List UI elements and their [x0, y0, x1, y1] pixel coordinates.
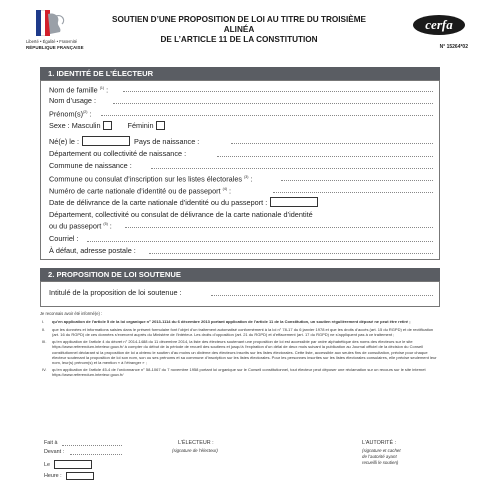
devant-label: Devant : — [44, 449, 65, 455]
commune-listes-label: Commune ou consulat d’inscription sur les listes électorales $^{(3)}$ : — [49, 174, 253, 184]
logo-motto: Liberté • Égalité • Fraternité — [26, 39, 78, 44]
dept-delivrance-label-1: Département, collectivité ou consulat de délivrance de la carte nationale d’identité — [49, 210, 313, 219]
republique-francaise-logo — [26, 10, 88, 60]
numero-carte-label: Numéro de carte nationale d’identité ou de passeport $^{(4)}$ : — [49, 186, 232, 196]
autorite-sub-2: de l’autorité ayant — [362, 454, 397, 459]
notice-item: III. qu’en application de l’article 4 du décret n° 2014-1488 du 11 décembre 2014, la liste des électeurs soutenant une proposition de loi est accessible par ordre alphabétique des noms des électeurs sur le site https://www.referendum.interieur.gouv.fr/ à compter du début de la période de recueil des soutiens et jusqu’à l’expiration d’un délai de deux mois suivant la publication au Journal officiel de la décision du Conseil constitutionnel déclarant si la proposition de loi a obtenu le soutien d’au moins un dixième des électeurs inscrits sur les listes électorales. Cette liste, accessible aux seules fins de consultation, précise pour chaque électeur soutenant la proposition de loi son nom, son ou ses prénoms et sa commune d’inscription sur les listes électorales. Pour les personnes inscrites sur les listes électorales consulaires, elle précise seulement leur nom, leur(s) prénom(s) et la mention « à l’étranger » ; — [42, 339, 437, 365]
electeur-sub: (signature de l’électeur) — [172, 448, 218, 453]
logo-republic: RÉPUBLIQUE FRANÇAISE — [26, 45, 84, 50]
nom-usage-label: Nom d’usage : — [49, 96, 97, 105]
commune-naissance-label: Commune de naissance : — [49, 161, 132, 170]
date-delivrance-field[interactable] — [270, 197, 318, 207]
marianne-icon — [36, 10, 82, 36]
notice-item: II. que les données et informations saisies dans le présent formulaire font l’objet d’un traitement automatisé conformément à la loi n° 78-17 du 6 janvier 1978 et que les droits d’accès (art. 15 du RGPD) et de rectification (art. 16 du RGPD) de ces données s’exercent auprès du Ministère de l’intérieur. Les droits d’opposition (art. 21 du RGPD) et d’effacement (art. 17 du RGPD) ne s’appliquent pas à ce traitement ; — [42, 326, 434, 337]
nom-famille-field[interactable] — [123, 91, 433, 92]
date-signature-field[interactable] — [54, 460, 92, 469]
form-header — [0, 0, 480, 68]
fait-a-field[interactable] — [62, 445, 122, 446]
heure-label: Heure : — [44, 473, 62, 479]
notice-item-text: qu’en application de l’article 5 de la loi organique n° 2013-1114 du 6 décembre 2013 portant application de l’article 11 de la Constitution, un soutien régulièrement déposé ne peut être retiré ; — [52, 319, 411, 325]
form-title — [110, 15, 368, 45]
autorite-label: L’AUTORITÉ : — [362, 440, 397, 446]
nom-famille-label: Nom de famille $^{(1)}$ : — [49, 85, 109, 95]
date-naissance-field[interactable] — [82, 136, 130, 146]
cerfa-logo-text: cerfa — [425, 17, 453, 32]
feminin-label: Féminin — [127, 121, 154, 130]
dept-naissance-label: Département ou collectivité de naissance : — [49, 149, 187, 158]
pays-naissance-label: Pays de naissance : — [134, 137, 200, 146]
notice-item-text: que les données et informations saisies dans le présent formulaire font l’objet d’un traitement automatisé conformément à la loi n° 78-17 du 6 janvier 1978 et que les droits d’accès (art. 15 du RGPD) et de rectification (art. 16 du RGPD) de ces données s’exercent auprès du Ministère de l’intérieur. Les droits d’opposition (art. 21 du RGPD) et d’effacement (art. 17 du RGPD) ne s’appliquent pas à ce traitement ; — [52, 326, 434, 337]
prenoms-field[interactable] — [101, 115, 433, 116]
cerfa-logo — [412, 14, 466, 36]
pays-naissance-field[interactable] — [231, 143, 433, 144]
information-notice — [40, 311, 440, 380]
electeur-label: L’ÉLECTEUR : — [178, 440, 214, 446]
dept-naissance-field[interactable] — [217, 156, 433, 157]
devant-field[interactable] — [70, 454, 122, 455]
form-title-line1: SOUTIEN D’UNE PROPOSITION DE LOI AU TITRE DU TROISIÈME ALINÉA — [112, 15, 366, 34]
fait-a-label: Fait à — [44, 440, 58, 446]
courriel-label: Courriel : — [49, 234, 79, 243]
naissance-row — [49, 136, 199, 146]
form-title-line2: DE L’ARTICLE 11 DE LA CONSTITUTION — [160, 35, 318, 44]
intitule-label: Intitulé de la proposition de loi soutenue : — [49, 288, 182, 297]
date-delivrance-label: Date de délivrance de la carte nationale d’identité ou du passeport : — [49, 197, 322, 207]
adresse-postale-field[interactable] — [149, 253, 433, 254]
electeur-signature-area[interactable] — [166, 455, 276, 480]
notice-item: I. qu’en application de l’article 5 de la loi organique n° 2013-1114 du 6 décembre 2013 portant application de l’article 11 de la Constitution, un soutien régulièrement déposé ne peut être retiré ; — [42, 319, 411, 325]
dept-delivrance-label-2: ou du passeport $^{(5)}$ : — [49, 221, 112, 231]
commune-naissance-field[interactable] — [151, 168, 433, 169]
prenoms-label: $Prénom(s)^{(2)}$ : — [49, 109, 92, 119]
heure-field[interactable] — [66, 472, 94, 480]
section-identite-header: 1. IDENTITÉ DE L’ÉLECTEUR — [40, 67, 440, 80]
sexe-row — [49, 121, 165, 130]
numero-carte-field[interactable] — [273, 192, 433, 193]
le-label: Le — [44, 462, 50, 468]
section-proposition-box — [40, 281, 440, 307]
notice-intro: Je reconnais avoir été informé(e) : — [40, 311, 103, 316]
ne-le-label: Né(e) le : — [49, 137, 80, 146]
autorite-sub-3: recueilli le soutien) — [362, 460, 399, 465]
feminin-checkbox[interactable] — [156, 121, 165, 130]
autorite-sub-1: (signature et cachet — [362, 448, 401, 453]
section-identite-box — [40, 80, 440, 260]
notice-item: IV. qu’en application de l’article 45-4 de l’ordonnance n° 58-1067 du 7 novembre 1958 portant loi organique sur le Conseil constitutionnel, tout électeur peut déposer une réclamation sur un recours sur le site internet https://www.referendum.interieur.gouv.fr/ — [42, 367, 426, 378]
adresse-postale-label: À défaut, adresse postale : — [49, 246, 136, 255]
courriel-field[interactable] — [87, 241, 433, 242]
cerfa-number: N° 15264*02 — [439, 44, 468, 50]
notice-item-text: qu’en application de l’article 4 du décret n° 2014-1488 du 11 décembre 2014, la liste des électeurs soutenant une proposition de loi est accessible par ordre alphabétique des noms des électeurs sur le site https://www.referendum.interieur.gouv.fr/ à compter du début de la période de recueil des soutiens et jusqu’à l’expiration d’un délai de deux mois suivant la publication au Journal officiel de la décision du Conseil constitutionnel déclarant si la proposition de loi a obtenu le soutien d’au moins un dixième des électeurs inscrits sur les listes électorales. Cette liste, accessible aux seules fins de consultation, précise pour chaque électeur soutenant la proposition de loi son nom, son ou ses prénoms et sa commune d’inscription sur les listes électorales. Pour les personnes inscrites sur les listes électorales consulaires, elle précise seulement leur nom, leur(s) prénom(s) et la mention « à l’étranger » ; — [52, 339, 437, 365]
sexe-label: Sexe : Masculin — [49, 121, 101, 130]
masculin-checkbox[interactable] — [103, 121, 112, 130]
intitule-field[interactable] — [211, 295, 433, 296]
notice-item-text: qu’en application de l’article 45-4 de l’ordonnance n° 58-1067 du 7 novembre 1958 portant loi organique sur le Conseil constitutionnel, tout électeur peut déposer une réclamation sur un recours sur le site internet https://www.referendum.interieur.gouv.fr/ — [52, 367, 426, 378]
commune-listes-field[interactable] — [281, 180, 433, 181]
nom-usage-field[interactable] — [113, 103, 433, 104]
dept-delivrance-field[interactable] — [125, 227, 433, 228]
section-proposition-header: 2. PROPOSITION DE LOI SOUTENUE — [40, 268, 440, 281]
